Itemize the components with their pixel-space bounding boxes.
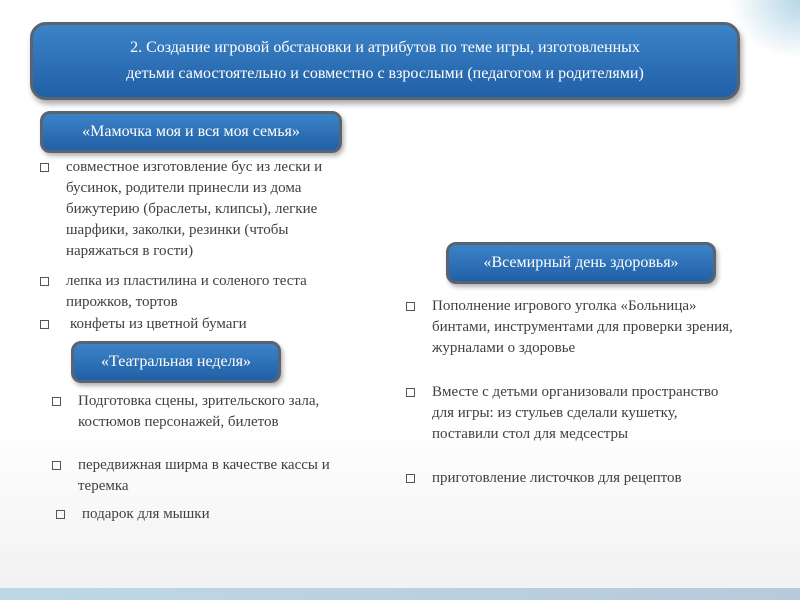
slide-title-line-2: детьми самостоятельно и совместно с взрослыми (педагогом и родителями) [126,65,644,82]
checkbox-bullet-icon [52,397,61,406]
list-item [40,271,400,313]
list-item [52,455,392,497]
list-item-line: костюмов персонажей, билетов [78,414,279,430]
list-item-line: бижутерию (браслеты, клипсы), легкие [66,201,318,217]
list-item-line: теремка [78,478,129,494]
slide-title-box [30,22,740,100]
list-item-line: поставили стол для медсестры [432,426,629,442]
list-item [52,391,392,433]
checkbox-bullet-icon [406,474,415,483]
list-item-line: Подготовка сцены, зрительского зала, [78,393,320,409]
list-item-line: передвижная ширма в качестве кассы и [78,457,330,473]
list-item [40,157,408,262]
checkbox-bullet-icon [40,320,49,329]
list-item-line: Пополнение игрового уголка «Больница» [432,298,697,314]
checkbox-bullet-icon [40,277,49,286]
list-item [40,314,400,335]
list-item-line: бусинок, родители принесли из дома [66,180,302,196]
list-item-line: совместное изготовление бус из лески и [66,159,323,175]
list-item-line: пирожков, тортов [66,294,178,310]
checkbox-bullet-icon [56,510,65,519]
list-item-line: лепка из пластилина и соленого теста [66,273,307,289]
checkbox-bullet-icon [52,461,61,470]
list-item-line: наряжаться в гости) [66,243,194,259]
list-item-line: приготовление листочков для рецептов [432,470,682,486]
slide-title-line-1: 2. Создание игровой обстановки и атрибутов по теме игры, изготовленных [130,39,640,56]
list-item [406,468,796,489]
list-item [406,296,796,359]
section-title-health: «Всемирный день здоровья» [446,242,716,284]
bottom-decoration-bar [0,588,800,600]
checkbox-bullet-icon [40,163,49,172]
list-item-line: конфеты из цветной бумаги [70,316,247,332]
section-title-theatre: «Театральная неделя» [71,341,281,383]
list-item-line: для игры: из стульев сделали кушетку, [432,405,678,421]
section-title-family: «Мамочка моя и вся моя семья» [40,111,342,153]
checkbox-bullet-icon [406,388,415,397]
list-item [406,382,796,445]
list-item-line: журналами о здоровье [432,340,576,356]
list-item-line: Вместе с детьми организовали пространство [432,384,719,400]
checkbox-bullet-icon [406,302,415,311]
list-item-line: бинтами, инструментами для проверки зрения, [432,319,733,335]
list-item [56,504,356,525]
list-item-line: шарфики, заколки, резинки (чтобы [66,222,289,238]
list-item-line: подарок для мышки [82,506,210,522]
corner-decoration [730,0,800,60]
